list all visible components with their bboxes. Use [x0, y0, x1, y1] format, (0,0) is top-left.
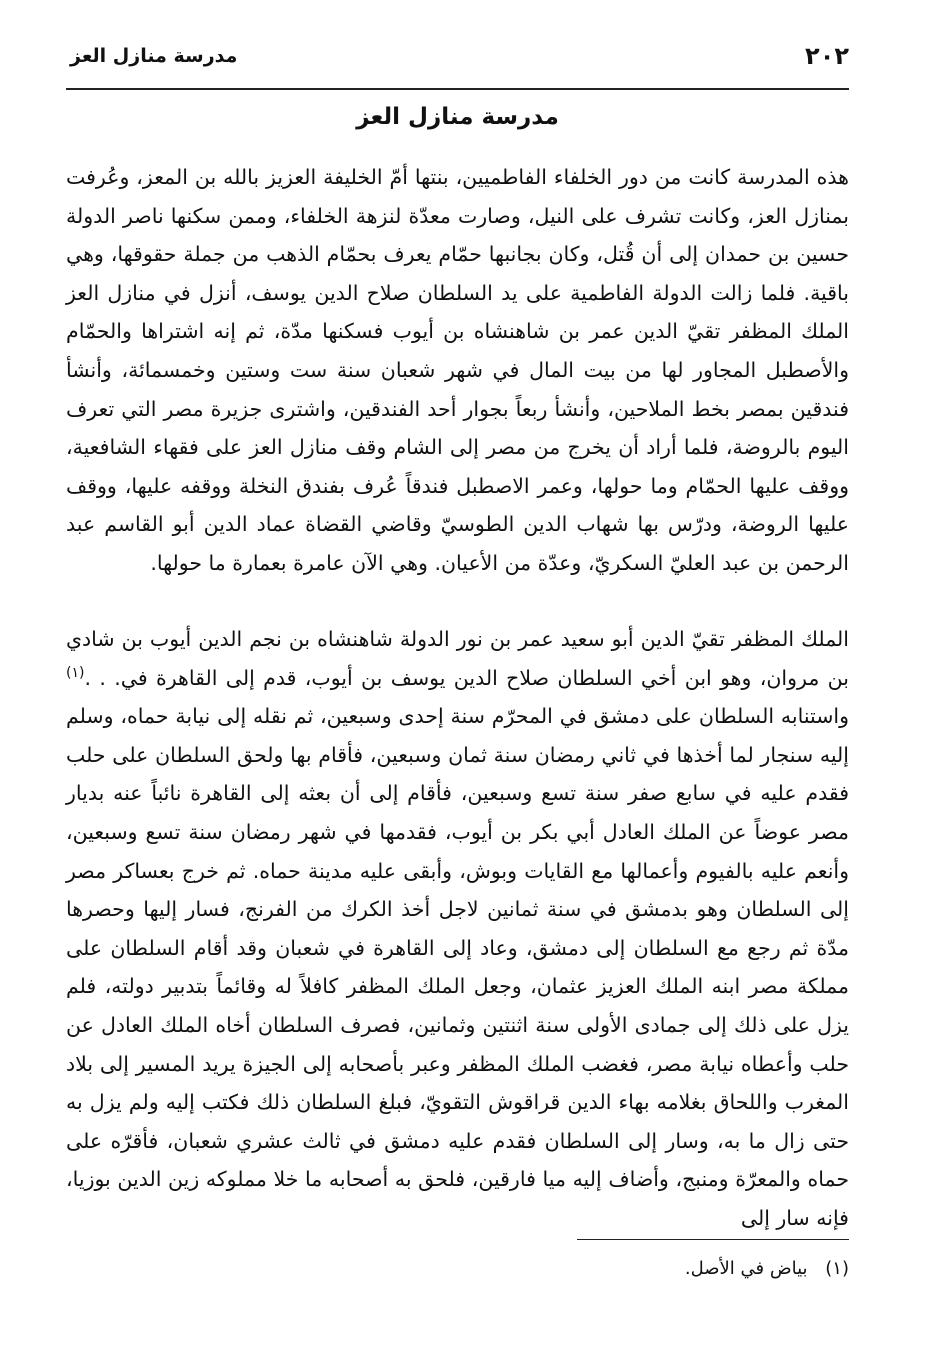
paragraph-text: هذه المدرسة كانت من دور الخلفاء الفاطميين، بنتها أمّ الخليفة العزيز بالله بن المعز، وعُرفت بمنازل العز، وكانت تشرف على النيل، وصارت معدّة لنزهة الخلفاء، وممن سكنها ناصر الدولة حسين بن حمدان إلى أن قُتل، وكان بجانبها حمّام يعرف بحمّام الذهب من جملة حقوقها، وهي باقية. فلما زالت الدولة الفاطمية على يد السلطان صلاح الدين يوسف، أنزل في منازل العز الملك المظفر تقيّ الدين عمر بن شاهنشاه بن أيوب فسكنها مدّة، ثم إنه اشتراها والحمّام والأصطبل المجاور لها من بيت المال في شهر شعبان سنة ست وستين وخمسمائة، وأنشأ فندقين بمصر بخط الملاحين، وأنشأ ربعاً بجوار أحد الفندقين، واشترى جزيرة مصر التي تعرف اليوم بالروضة، فلما أراد أن يخرج من مصر إلى الشام وقف منازل العز على فقهاء الشافعية، ووقف عليها الحمّام وما حولها، وعمر الاصطبل فندقاً عُرف بفندق النخلة ووقفه عليها، ووقف عليها الروضة، ودرّس بها شهاب الدين الطوسيّ وقاضي القضاة عماد الدين أبو القاسم عبد الرحمن بن عبد العليّ السكريّ، وعدّة من الأعيان. وهي الآن عامرة بعمارة ما حولها.	[66, 165, 849, 575]
section-title: مدرسة منازل العز	[356, 104, 559, 130]
body-paragraph-1	[66, 158, 849, 583]
footnote-number: (١)	[825, 1258, 849, 1279]
paragraph-text	[66, 620, 849, 1238]
footnote-divider	[577, 1239, 849, 1240]
header-divider	[66, 88, 849, 90]
footnote	[66, 1256, 849, 1282]
body-paragraph-2	[66, 620, 849, 1238]
running-header	[70, 36, 849, 76]
page-number: ٢٠٢	[805, 42, 849, 70]
paragraph-text-part-1: الملك المظفر تقيّ الدين أبو سعيد عمر بن نور الدولة شاهنشاه بن نجم الدين أيوب بن شادي بن مروان، وهو ابن أخي السلطان صلاح الدين يوسف بن أيوب، قدم إلى القاهرة في. . .	[66, 627, 849, 690]
paragraph-text-part-2: واستنابه السلطان على دمشق في المحرّم سنة إحدى وسبعين، ثم نقله إلى نيابة حماه، وسلم إليه سنجار لما أخذها في ثاني رمضان سنة ثمان وسبعين، فأقام بها ولحق السلطان على حلب فقدم عليه في سابع صفر سنة تسع وسبعين، فأقام إلى أن بعثه إلى القاهرة نائباً عنه بديار مصر عوضاً عن الملك العادل أبي بكر بن أيوب، فقدمها في شهر رمضان سنة تسع وسبعين، وأنعم عليه بالفيوم وأعمالها مع القايات وبوش، وأبقى عليه مدينة حماه. ثم خرج بعساكر مصر إلى السلطان وهو بدمشق في سنة ثمانين لاجل أخذ الكرك من الفرنج، فسار إليها وحصرها مدّة ثم رجع مع السلطان إلى دمشق، وعاد إلى القاهرة في شعبان وقد أقام السلطان على مملكة مصر ابنه الملك العزيز عثمان، وجعل الملك المظفر كافلاً له وقائماً بتدبير دولته، فلم يزل على ذلك إلى جمادى الأولى سنة اثنتين وثمانين، فصرف السلطان أخاه الملك العادل عن حلب وأعطاه نيابة مصر، فغضب الملك المظفر وعبر بأصحابه إلى الجيزة يريد المسير إلى بلاد المغرب واللحاق بغلامه بهاء الدين قراقوش التقويّ، فبلغ السلطان ذلك فكتب إليه ولم يزل به حتى زال ما به، وسار إلى السلطان فقدم عليه دمشق في ثالث عشري شعبان، فأقرّه على حماه والمعرّة ومنبج، وأضاف إليه ميا فارقين، فلحق به أصحابه ما خلا مملوكه زين الدين بوزيا، فإنه سار إلى	[66, 704, 849, 1230]
footnote-text: بياض في الأصل.	[684, 1258, 808, 1279]
footnote-reference[interactable]: (١)	[66, 664, 85, 681]
running-title: مدرسة منازل العز	[70, 45, 238, 67]
